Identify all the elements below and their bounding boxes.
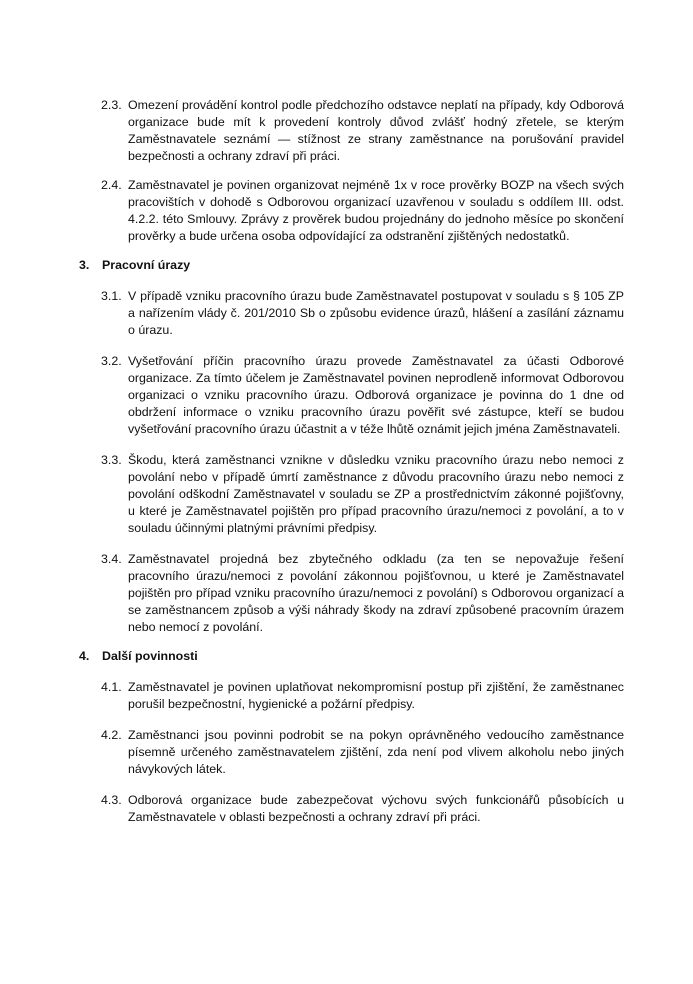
clause-3-3 [79,452,624,537]
clause-text: Vyšetřování příčin pracovního úrazu provede Zaměstnavatel za účasti Odborové organizace. Za tímto účelem je Zaměstnavatel povinen neprodleně informovat Odborovou organizaci o vzniku pracovního úrazu. Odborová organizace je povinna do 1 dne od obdržení informace o vzniku pracovního úrazu pověřit své zástupce, kteří se budou vyšetřování pracovního úrazu účastnit a v téže lhůtě oznámit jejich jména Zaměstnavateli. [128,354,624,436]
clause-number: 4.2. [101,728,122,742]
clause-3-2 [79,353,624,438]
clause-number: 3.4. [101,552,122,566]
clause-number: 2.3. [101,98,122,112]
clause-3-1 [79,288,624,339]
clause-2-3 [79,97,624,165]
clause-text: Zaměstnavatel je povinen organizovat nejméně 1x v roce prověrky BOZP na všech svých pracovištích v dohodě s Odborovou organizací uzavřenou v souladu s oddílem III. odst. 4.2.2. této Smlouvy. Zprávy z prověrek budou projednány do jednoho měsíce po skončení prověrky a bude určena osoba odpovídající za odstranění zjištěných nedostatků. [128,178,624,243]
clause-4-2 [79,727,624,778]
clause-number: 3.1. [101,289,122,303]
clause-4-3 [79,792,624,826]
clause-number: 3.3. [101,453,122,467]
clause-number: 3.2. [101,354,122,368]
clause-4-1 [79,679,624,713]
section-heading-3 [79,257,624,274]
clause-number: 2.4. [101,178,122,192]
clause-text: Zaměstnanci jsou povinni podrobit se na pokyn oprávněného vedoucího zaměstnance písemně určeného zaměstnavatelem zjištění, zda není pod vlivem alkoholu nebo jiných návykových látek. [128,728,624,776]
clause-number: 4.1. [101,680,122,694]
clause-3-4 [79,551,624,636]
section-number: 3. [79,258,90,272]
clause-text: Škodu, která zaměstnanci vznikne v důsledku vzniku pracovního úrazu nebo nemoci z povolání nebo v případě úmrtí zaměstnance z důvodu pracovního úrazu nebo nemoci z povolání odškodní Zaměstnavatel v souladu se ZP a prostřednictvím zákonné pojišťovny, u které je Zaměstnavatel pojištěn pro případ pracovního úrazu/nemoci z povolání, a to v souladu účinnými platnými právními předpisy. [128,453,624,535]
clause-text: Odborová organizace bude zabezpečovat výchovu svých funkcionářů působících u Zaměstnavatele v oblasti bezpečnosti a ochrany zdraví při práci. [128,793,624,824]
section-heading-4 [79,648,624,665]
clause-text: Zaměstnavatel je povinen uplatňovat nekompromisní postup při zjištění, že zaměstnanec porušil bezpečnostní, hygienické a požární předpisy. [128,680,624,711]
section-number: 4. [79,649,90,663]
section-title: Další povinnosti [102,649,198,663]
clause-text: V případě vzniku pracovního úrazu bude Zaměstnavatel postupovat v souladu s § 105 ZP a nařízením vlády č. 201/2010 Sb o způsobu evidence úrazů, hlášení a zasílání záznamu o úrazu. [128,289,624,337]
clause-text: Omezení provádění kontrol podle předchozího odstavce neplatí na případy, kdy Odborová organizace bude mít k provedení kontroly důvod zvlášť hodný zřetele, se kterým Zaměstnavatele seznámí — stížnost ze strany zaměstnance na porušování pravidel bezpečnosti a ochrany zdraví při práci. [128,98,624,163]
clause-text: Zaměstnavatel projedná bez zbytečného odkladu (za ten se nepovažuje řešení pracovního úrazu/nemoci z povolání zákonnou pojišťovnou, u které je Zaměstnavatel pojištěn pro případ vzniku pracovního úrazu/nemoci z povolání) s Odborovou organizací a se zaměstnancem způsob a výši náhrady škody na zdraví způsobené pracovním úrazem nebo nemocí z povolání. [128,552,624,634]
clause-2-4 [79,177,624,245]
clause-number: 4.3. [101,793,122,807]
section-title: Pracovní úrazy [102,258,191,272]
